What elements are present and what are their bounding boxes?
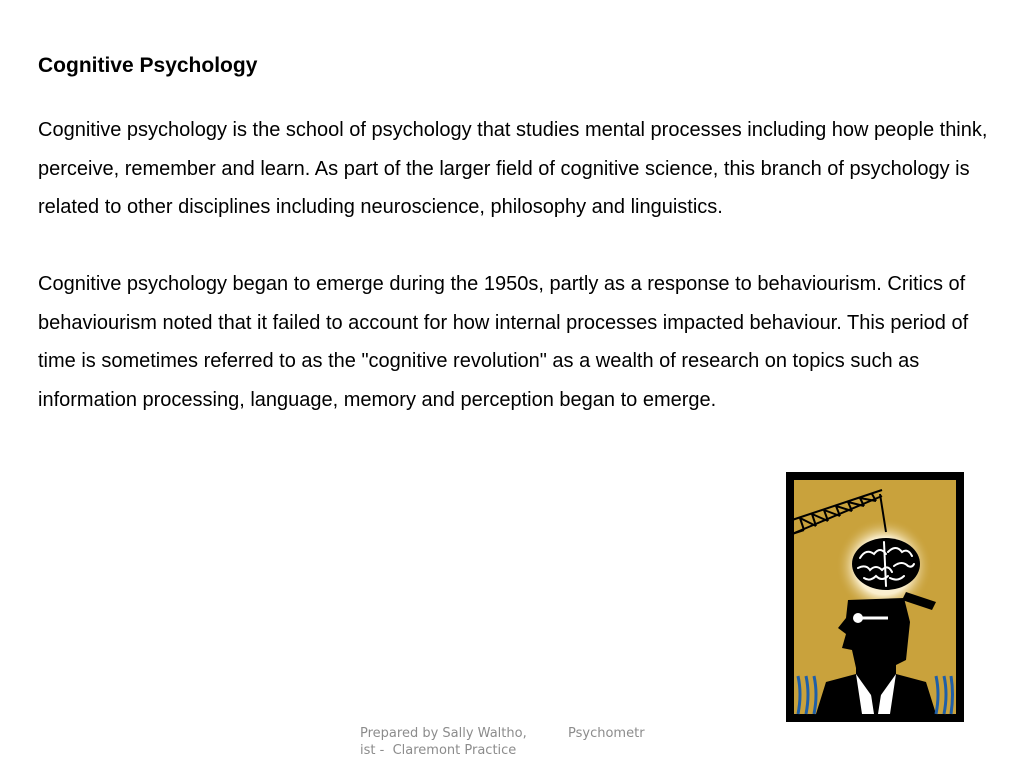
paragraph-spacer xyxy=(38,227,998,266)
paragraph-2: Cognitive psychology began to emerge during the 1950s, partly as a response to behaviourism. Critics of behaviourism noted that it failed to account for how internal processes impacted behaviour. This period of time is sometimes referred to as the "cognitive revolution" as a wealth of research on topics such as information processing, language, memory and perception began to emerge. xyxy=(38,273,969,411)
slide-body xyxy=(38,111,998,419)
slide-title: Cognitive Psychology xyxy=(38,54,258,77)
footer-line-1: Prepared by Sally Waltho, Psychometr xyxy=(360,726,645,741)
paragraph-1: Cognitive psychology is the school of psychology that studies mental processes including how people think, perceive, remember and learn. As part of the larger field of cognitive science, this branch of psychology is related to other disciplines including neuroscience, philosophy and linguistics. xyxy=(38,119,988,218)
slide-footer xyxy=(360,725,670,759)
brain-icon xyxy=(852,538,920,590)
crane-brain-illustration-icon xyxy=(786,472,964,722)
footer-line-2: ist - Claremont Practice xyxy=(360,743,517,758)
